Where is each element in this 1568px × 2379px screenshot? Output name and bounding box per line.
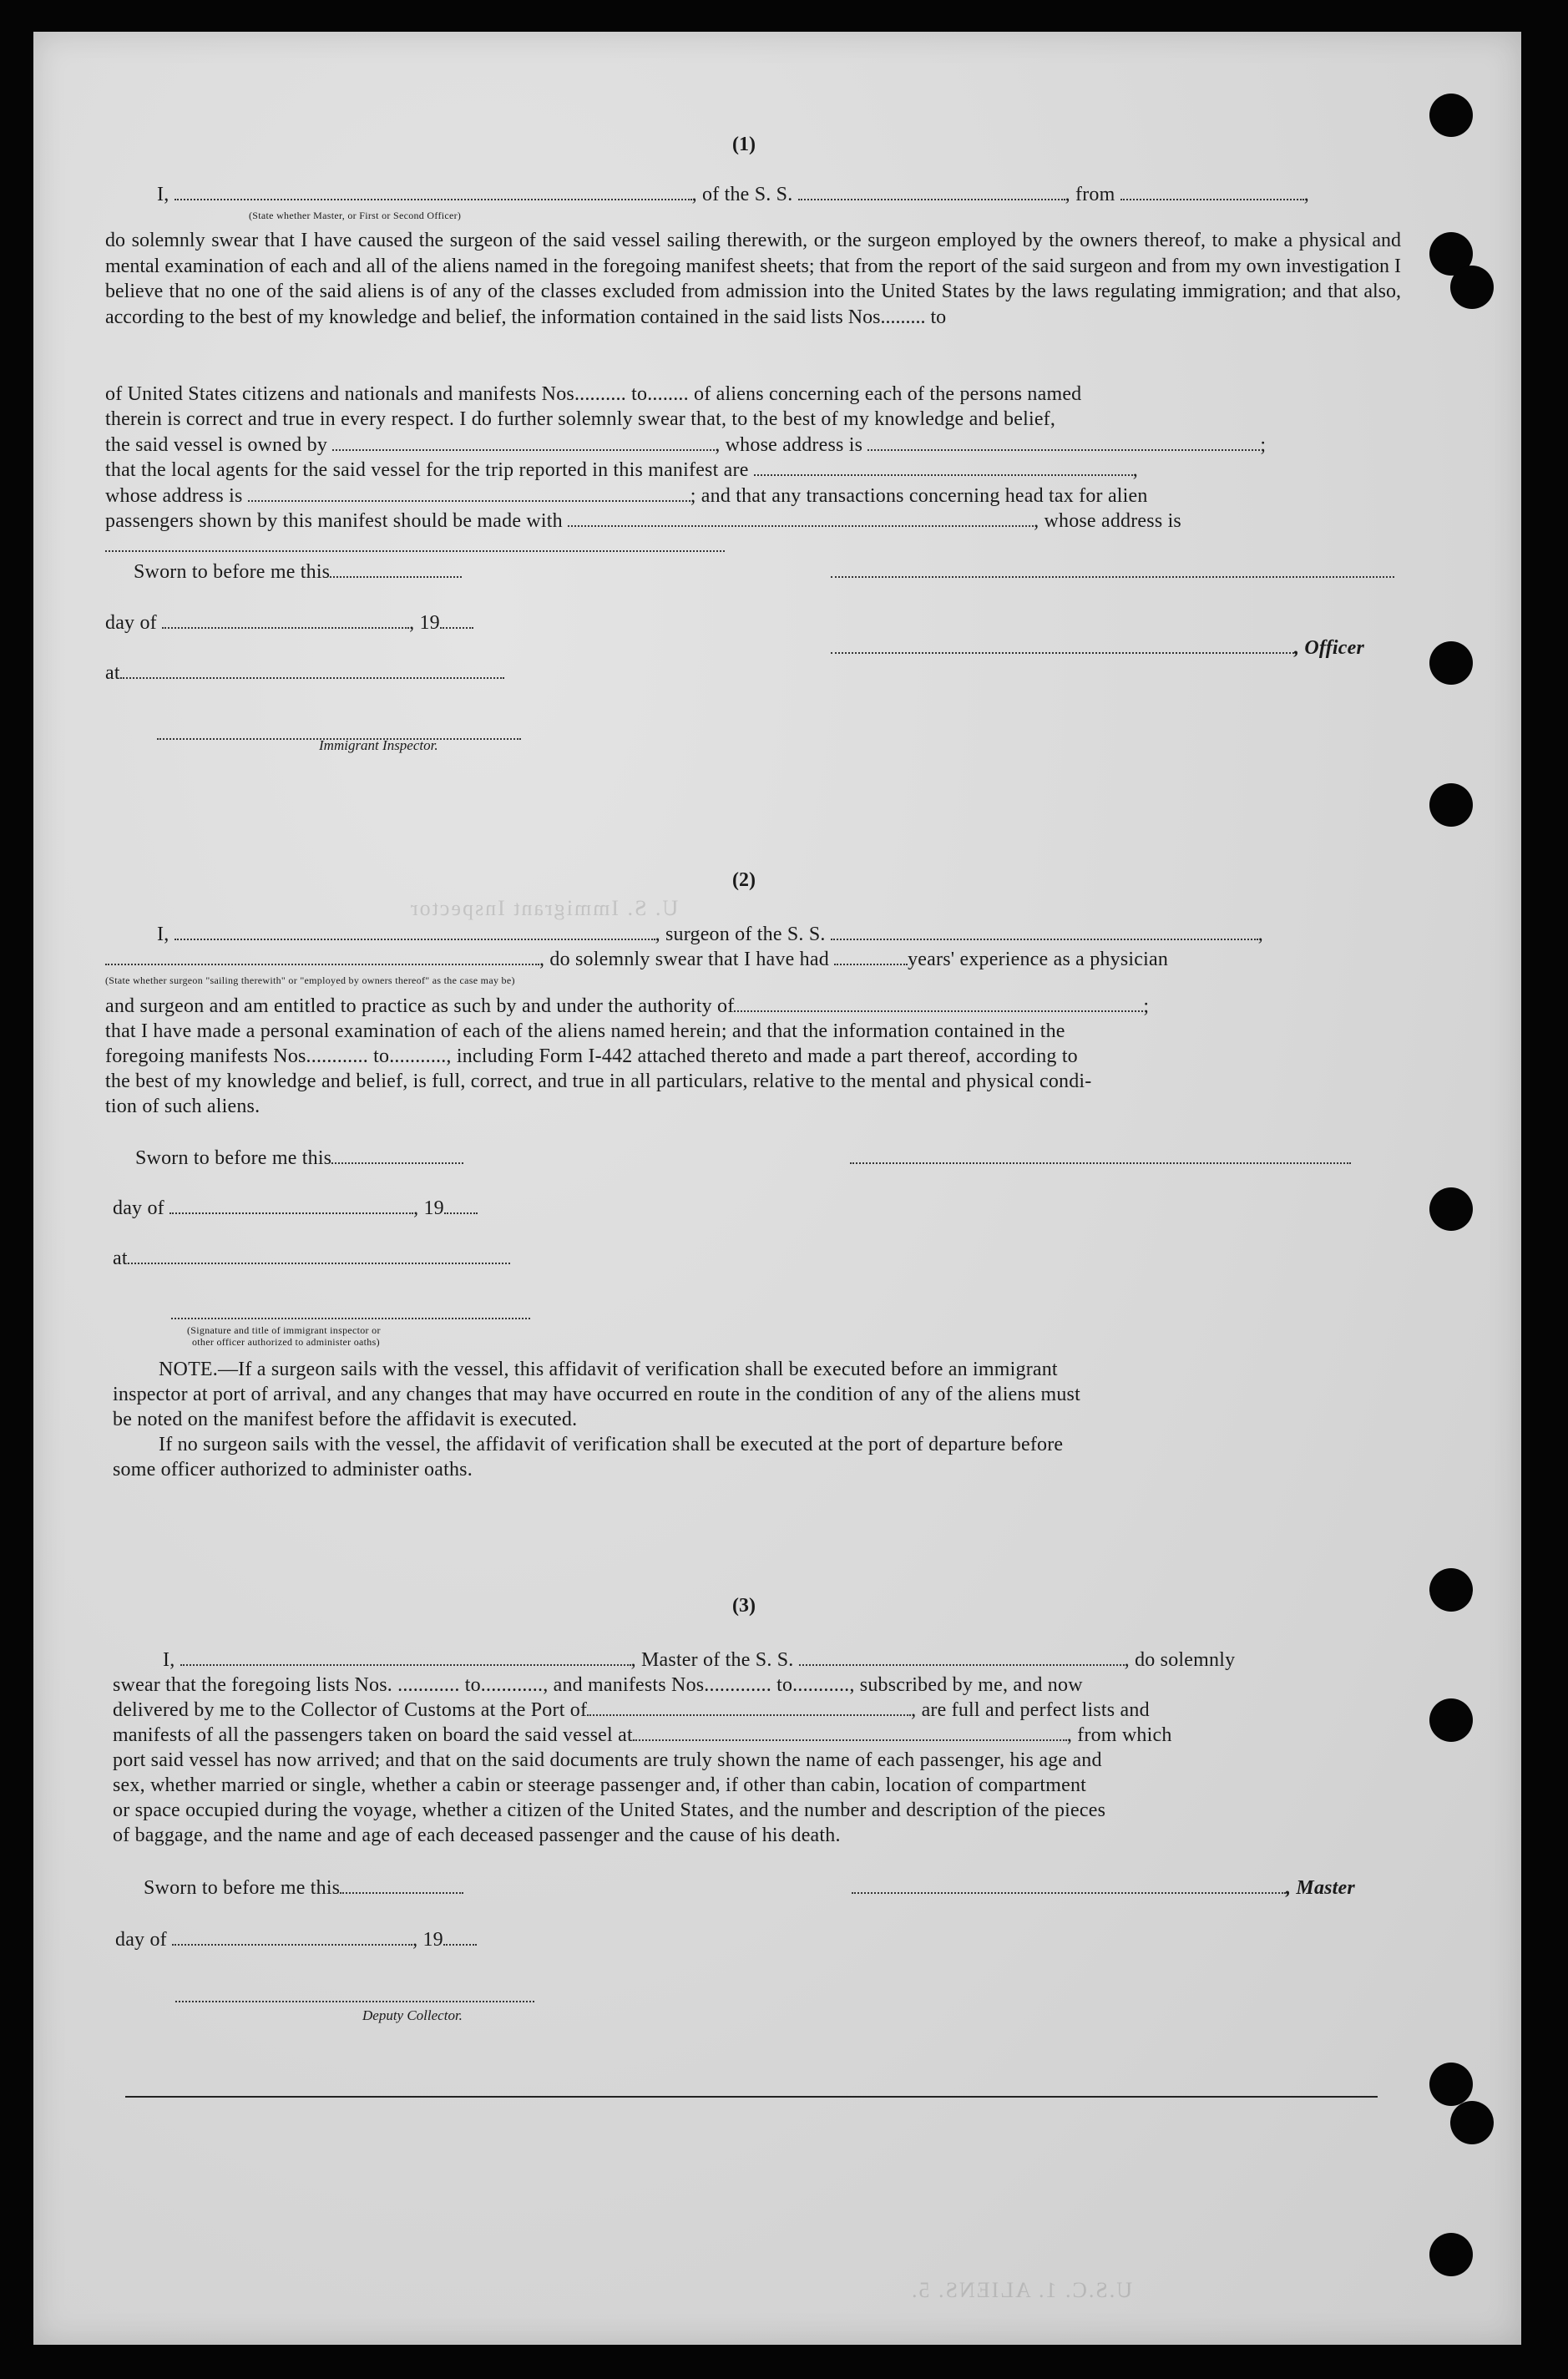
note-line-5: some officer authorized to administer oaths.: [113, 1459, 473, 1481]
section-2-line-2: , do solemnly swear that I have had years' experience as a physician: [105, 949, 1168, 971]
section-2-caption: (State whether surgeon "sailing therewith" or "employed by owners thereof" as the case may be): [105, 974, 515, 986]
section-2-line-7: tion of such aliens.: [105, 1096, 260, 1117]
punch-hole: [1429, 2233, 1473, 2276]
section-1-line-blank: [105, 535, 725, 558]
section-1-officer: , Officer: [831, 637, 1364, 660]
section-1-line-agents: that the local agents for the said vessel for the trip reported in this manifest are ,: [105, 459, 1138, 481]
bottom-rule: [125, 2096, 1378, 2098]
section-3-line-2: swear that the foregoing lists Nos. ............ to............, and manifests Nos............. to..........., subscribed by me, and now: [113, 1674, 1083, 1696]
punch-hole: [1450, 2101, 1494, 2144]
section-3-line-3: delivered by me to the Collector of Customs at the Port of , are full and perfect lists and: [113, 1699, 1150, 1721]
section-1-line-owned: the said vessel is owned by , whose address is ;: [105, 434, 1267, 456]
punch-hole: [1429, 783, 1473, 827]
section-3-line-7: or space occupied during the voyage, whether a citizen of the United States, and the number and description of the pieces: [113, 1799, 1106, 1821]
section-2-number: (2): [732, 869, 756, 891]
section-3-deputy-line: [175, 1986, 534, 2008]
section-1-at: at: [105, 662, 504, 685]
section-1-line-therein: therein is correct and true in every respect. I do further solemnly swear that, to the best of my knowledge and belief,: [105, 408, 1056, 430]
punch-hole: [1429, 2063, 1473, 2106]
section-2-line-1: I, , surgeon of the S. S. ,: [157, 924, 1263, 945]
section-3-master: , Master: [852, 1877, 1355, 1900]
section-1-line-1: I, , of the S. S. , from ,: [157, 184, 1309, 205]
section-2-at: at: [113, 1248, 510, 1270]
section-1-caption: (State whether Master, or First or Second Officer): [249, 210, 462, 221]
deputy-collector-label: Deputy Collector.: [362, 2007, 463, 2023]
section-2-sig-caption-1: (Signature and title of immigrant inspector or: [187, 1324, 381, 1336]
section-3-sworn: Sworn to before me this: [144, 1877, 463, 1900]
section-3-line-1: I, , Master of the S. S. , do solemnly: [163, 1649, 1236, 1671]
immigrant-inspector-label: Immigrant Inspector.: [319, 737, 438, 753]
section-1-sworn: Sworn to before me this: [134, 561, 462, 584]
section-2-sig-caption-2: other officer authorized to administer oaths): [192, 1336, 380, 1348]
document-sheet: [33, 32, 1521, 2345]
bleed-through-stamp: U. S. Immigrant Inspector: [409, 896, 679, 920]
section-2-line-6: the best of my knowledge and belief, is full, correct, and true in all particulars, relative to the mental and physical condi-: [105, 1071, 1092, 1092]
punch-hole: [1429, 1698, 1473, 1742]
bleed-through-footer: U.S.C. 1. ALIENS. 5.: [910, 2278, 1133, 2302]
section-2-surgeon-sign-line: [850, 1147, 1351, 1170]
section-1-day-of: day of , 19: [105, 612, 473, 635]
section-3-number: (3): [732, 1595, 756, 1617]
section-3-line-4: manifests of all the passengers taken on board the said vessel at , from which: [113, 1724, 1172, 1746]
punch-hole: [1450, 266, 1494, 309]
section-2-line-5: foregoing manifests Nos............ to..........., including Form I-442 attached thereto and made a part thereof, according to: [105, 1045, 1078, 1067]
note-line-3: be noted on the manifest before the affidavit is executed.: [113, 1409, 578, 1430]
section-1-line-nos: of United States citizens and nationals and manifests Nos.......... to........ of aliens concerning each of the persons named: [105, 383, 1082, 405]
section-1-line-passengers: passengers shown by this manifest should be made with , whose address is: [105, 510, 1181, 532]
section-1-number: (1): [732, 134, 756, 155]
section-2-line-4: that I have made a personal examination of each of the aliens named herein; and that the information contained in the: [105, 1020, 1065, 1042]
punch-hole: [1429, 94, 1473, 137]
note-line-4: If no surgeon sails with the vessel, the affidavit of verification shall be executed at the port of departure before: [159, 1434, 1064, 1455]
section-2-line-3: and surgeon and am entitled to practice as such by and under the authority of ;: [105, 995, 1150, 1017]
section-3-line-6: sex, whether married or single, whether a cabin or steerage passenger and, if other than cabin, location of compartment: [113, 1774, 1087, 1796]
section-1-line-whose: whose address is ; and that any transactions concerning head tax for alien: [105, 485, 1148, 507]
section-2-day-of: day of , 19: [113, 1197, 478, 1220]
section-1-paragraph: do solemnly swear that I have caused the surgeon of the said vessel sailing therewith, or the surgeon employed by the owners thereof, to make a physical and mental examination of each and all of the aliens named in the foregoing manifest sheets; that from the report of the said surgeon and from my own investigation I believe that no one of the said aliens is of any of the classes excluded from admission into the United States by the laws regulating immigration; and that also, according to the best of my knowledge and belief, the information contained in the said lists Nos......... to: [105, 230, 1401, 328]
section-2-signature-line: [171, 1303, 530, 1325]
section-3-line-5: port said vessel has now arrived; and that on the said documents are truly shown the name of each passenger, his age and: [113, 1749, 1102, 1771]
note-line-2: inspector at port of arrival, and any changes that may have occurred en route in the condition of any of the aliens must: [113, 1384, 1080, 1405]
section-3-day-of: day of , 19: [115, 1929, 477, 1951]
section-1-officer-line: [831, 561, 1394, 584]
section-3-line-8: of baggage, and the name and age of each deceased passenger and the cause of his death.: [113, 1825, 841, 1846]
note-line-1: NOTE.—If a surgeon sails with the vessel, this affidavit of verification shall be executed before an immigrant: [159, 1359, 1058, 1380]
section-2-sworn: Sworn to before me this: [135, 1147, 463, 1170]
punch-hole: [1429, 1187, 1473, 1231]
punch-hole: [1429, 641, 1473, 685]
